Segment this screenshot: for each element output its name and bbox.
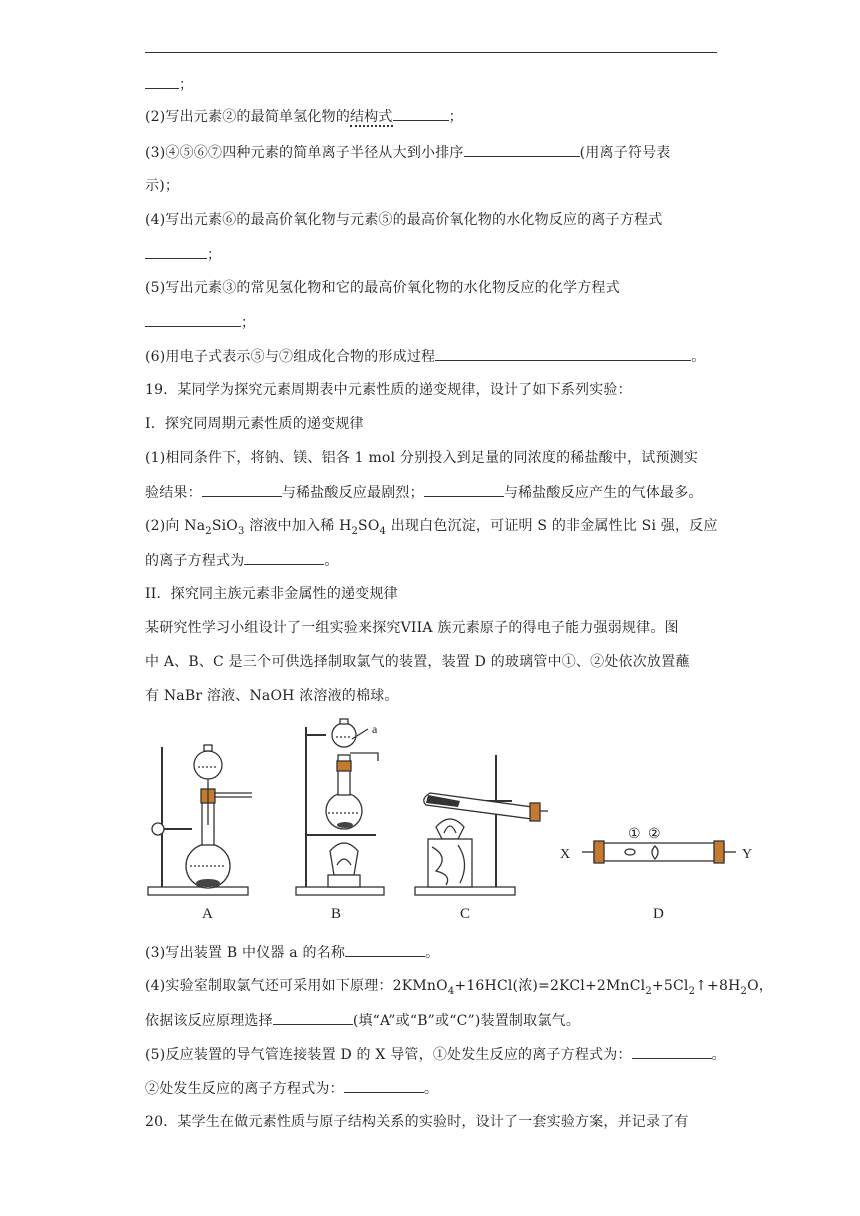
apparatus-b: [296, 719, 384, 895]
answer-blank[interactable]: [273, 1010, 353, 1025]
figure-label-d: D: [653, 906, 664, 922]
question-19-4-cont: 依据该反应原理选择 (填“A”或“B”或“C”)装置制取氯气。: [145, 1010, 580, 1031]
position-1-label: ①: [628, 826, 641, 842]
figure-label-c: C: [460, 906, 471, 922]
question-4: (4)写出元素⑥的最高价氧化物与元素⑤的最高价氧化物的水化物反应的离子方程式: [145, 212, 663, 228]
position-2-label: ②: [648, 826, 661, 842]
answer-blank[interactable]: [632, 1044, 712, 1059]
question-19-2: (2)向 $Na_2SiO_3$ 溶液中加入稀 $H_2SO_4$ 出现白色沉淀，可证明 S 的非金属性比 Si 强，反应: [145, 518, 718, 537]
question-19-2-cont: 的离子方程式为 。: [145, 550, 339, 571]
apparatus-d: [582, 841, 736, 863]
answer-blank[interactable]: [145, 244, 207, 259]
tube-end-y-label: Y: [742, 847, 753, 862]
question-6: (6)用电子式表示⑤与⑦组成化合物的形成过程 。: [145, 346, 705, 367]
question-3: (3)④⑤⑥⑦四种元素的简单离子半径从大到小排序 (用离子符号表: [145, 142, 671, 163]
answer-line: ；: [145, 74, 193, 95]
apparatus-figure: [140, 715, 760, 930]
figure-label-b: B: [331, 906, 342, 922]
question-19-title: 19．某同学为探究元素周期表中元素性质的递变规律，设计了如下系列实验：: [145, 382, 632, 398]
answer-blank[interactable]: [202, 482, 282, 497]
answer-blank[interactable]: [435, 346, 691, 361]
section-ii-heading: II．探究同主族元素非金属性的递变规律: [145, 586, 398, 602]
paragraph-line: 某研究性学习小组设计了一组实验来探究VIIA 族元素原子的得电子能力强弱规律。图: [145, 620, 679, 636]
tube-end-x-label: X: [560, 847, 571, 862]
apparatus-a: [148, 745, 252, 895]
question-19-1-cont: 验结果： 与稀盐酸反应最剧烈； 与稀盐酸反应产生的气体最多。: [145, 482, 703, 503]
top-divider: [145, 52, 717, 53]
paragraph-line: 有 NaBr 溶液、NaOH 浓溶液的棉球。: [145, 688, 399, 704]
question-19-1: (1)相同条件下，将钠、镁、铝各 1 mol 分别投入到足量的同浓度的稀盐酸中，试预测实: [145, 450, 699, 466]
question-5: (5)写出元素③的常见氢化物和它的最高价氧化物的水化物反应的化学方程式: [145, 280, 620, 296]
question-19-4: (4)实验室制取氯气还可采用如下原理：2KMnO$_4$+16HCl(浓)$=2KCl+2MnCl_2+5Cl_2↑+8H_2O$，: [145, 978, 773, 997]
answer-line: ；: [145, 312, 255, 333]
paragraph-line: 中 A、B、C 是三个可供选择制取氯气的装置，装置 D 的玻璃管中①、②处依次放置蘸: [145, 654, 690, 670]
answer-line: ；: [145, 244, 221, 265]
question-19-5: (5)反应装置的导气管连接装置 D 的 X 导管，①处发生反应的离子方程式为： 。: [145, 1044, 726, 1065]
answer-blank[interactable]: [345, 942, 425, 957]
answer-blank[interactable]: [145, 74, 179, 89]
figure-label-a: A: [202, 906, 213, 922]
answer-blank[interactable]: [344, 1078, 424, 1093]
emphasis-text: 结构式: [350, 109, 393, 125]
answer-blank[interactable]: [244, 550, 324, 565]
apparatus-c: [415, 755, 548, 895]
question-20-title: 20．某学生在做元素性质与原子结构关系的实验时，设计了一套实验方案，并记录了有: [145, 1114, 689, 1130]
answer-blank[interactable]: [464, 142, 580, 157]
question-3-cont: 示)；: [145, 178, 180, 194]
section-i-heading: I．探究同周期元素性质的递变规律: [145, 416, 364, 432]
question-2: (2)写出元素②的最简单氢化物的结构式 ；: [145, 106, 463, 127]
question-19-3: (3)写出装置 B 中仪器 a 的名称 。: [145, 942, 439, 963]
answer-blank[interactable]: [145, 312, 241, 327]
question-19-5-cont: ②处发生反应的离子方程式为： 。: [145, 1078, 438, 1099]
instrument-a-label: a: [372, 722, 378, 736]
answer-blank[interactable]: [393, 106, 449, 121]
answer-blank[interactable]: [424, 482, 504, 497]
